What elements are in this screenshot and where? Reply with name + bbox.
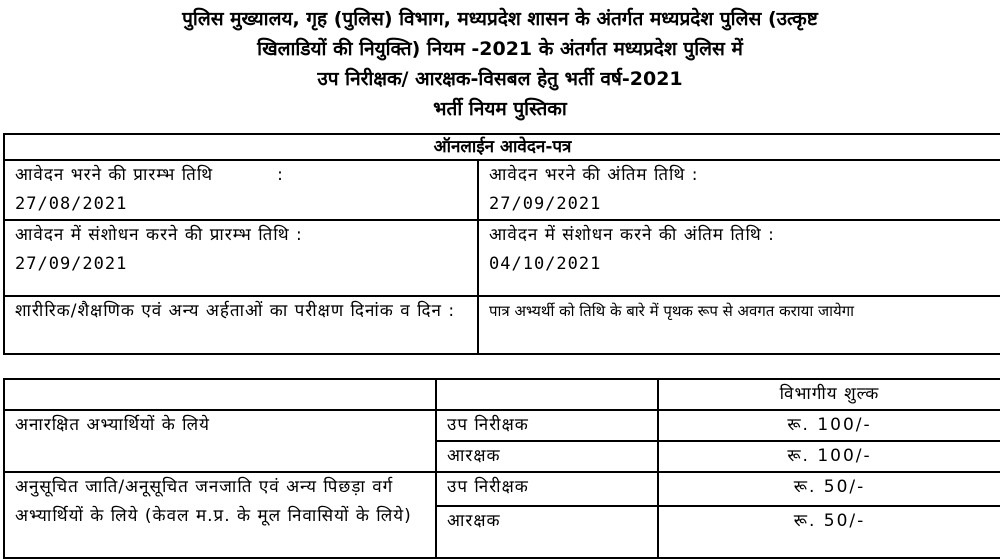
test-date-label: शारीरिक/शैक्षणिक एवं अन्य अर्हताओं का परीक्षण दिनांक व दिन : <box>4 296 478 354</box>
test-date-note: पात्र अभ्यर्थी को तिथि के बारे में पृथक रूप से अवगत कराया जायेगा <box>478 296 1000 354</box>
group2-post-si: उप निरीक्षक <box>436 472 658 506</box>
group1-label: अनारक्षित अभ्यार्थियों के लिये <box>4 410 436 472</box>
group1-post-constable: आरक्षक <box>436 441 658 472</box>
fee-header-blank <box>4 379 436 410</box>
edit-end-cell <box>478 220 1000 296</box>
application-end-cell <box>478 160 1000 220</box>
application-start-date: 27/08/2021 <box>15 194 128 214</box>
group2-post-constable: आरक्षक <box>436 506 658 558</box>
document-header <box>0 4 1000 124</box>
group1-post-si: उप निरीक्षक <box>436 410 658 441</box>
group2-fee-constable: रू. 50/- <box>658 506 1000 558</box>
application-table-title: ऑनलाईन आवेदन-पत्र <box>4 134 1000 160</box>
header-line-3: उप निरीक्षक/ आरक्षक-विसबल हेतु भर्ती वर्ष-2021 <box>317 68 683 90</box>
application-end-label: आवेदन भरने की अंतिम तिथि : <box>489 165 699 185</box>
group1-fee-si: रू. 100/- <box>658 410 1000 441</box>
application-start-cell <box>4 160 478 220</box>
header-line-4: भर्ती नियम पुस्तिका <box>433 98 567 120</box>
application-end-date: 27/09/2021 <box>489 194 602 214</box>
edit-end-date: 04/10/2021 <box>489 254 602 274</box>
fee-table <box>3 378 1000 559</box>
header-line-2: खिलाडियों की नियुक्ति) नियम -2021 के अंतर्गत मध्यप्रदेश पुलिस में <box>257 38 743 60</box>
edit-start-cell <box>4 220 478 296</box>
group2-fee-si: रू. 50/- <box>658 472 1000 506</box>
fee-header: विभागीय शुल्क <box>658 379 1000 410</box>
fee-header-blank-2 <box>436 379 658 410</box>
edit-start-label: आवेदन में संशोधन करने की प्रारम्भ तिथि : <box>15 225 303 245</box>
application-start-label: आवेदन भरने की प्रारम्भ तिथि : <box>15 165 284 185</box>
edit-end-label: आवेदन में संशोधन करने की अंतिम तिथि : <box>489 225 775 245</box>
header-line-1: पुलिस मुख्यालय, गृह (पुलिस) विभाग, मध्यप्रदेश शासन के अंतर्गत मध्यप्रदेश पुलिस (उत्कृष्ट <box>182 8 818 30</box>
application-dates-table <box>3 133 1000 355</box>
edit-start-date: 27/09/2021 <box>15 254 128 274</box>
group1-fee-constable: रू. 100/- <box>658 441 1000 472</box>
group2-label: अनुसूचित जाति/अनूसूचित जनजाति एवं अन्य पिछड़ा वर्ग अभ्यार्थियों के लिये (केवल म.प्र. के मूल निवासियों के लिये) <box>4 472 436 558</box>
